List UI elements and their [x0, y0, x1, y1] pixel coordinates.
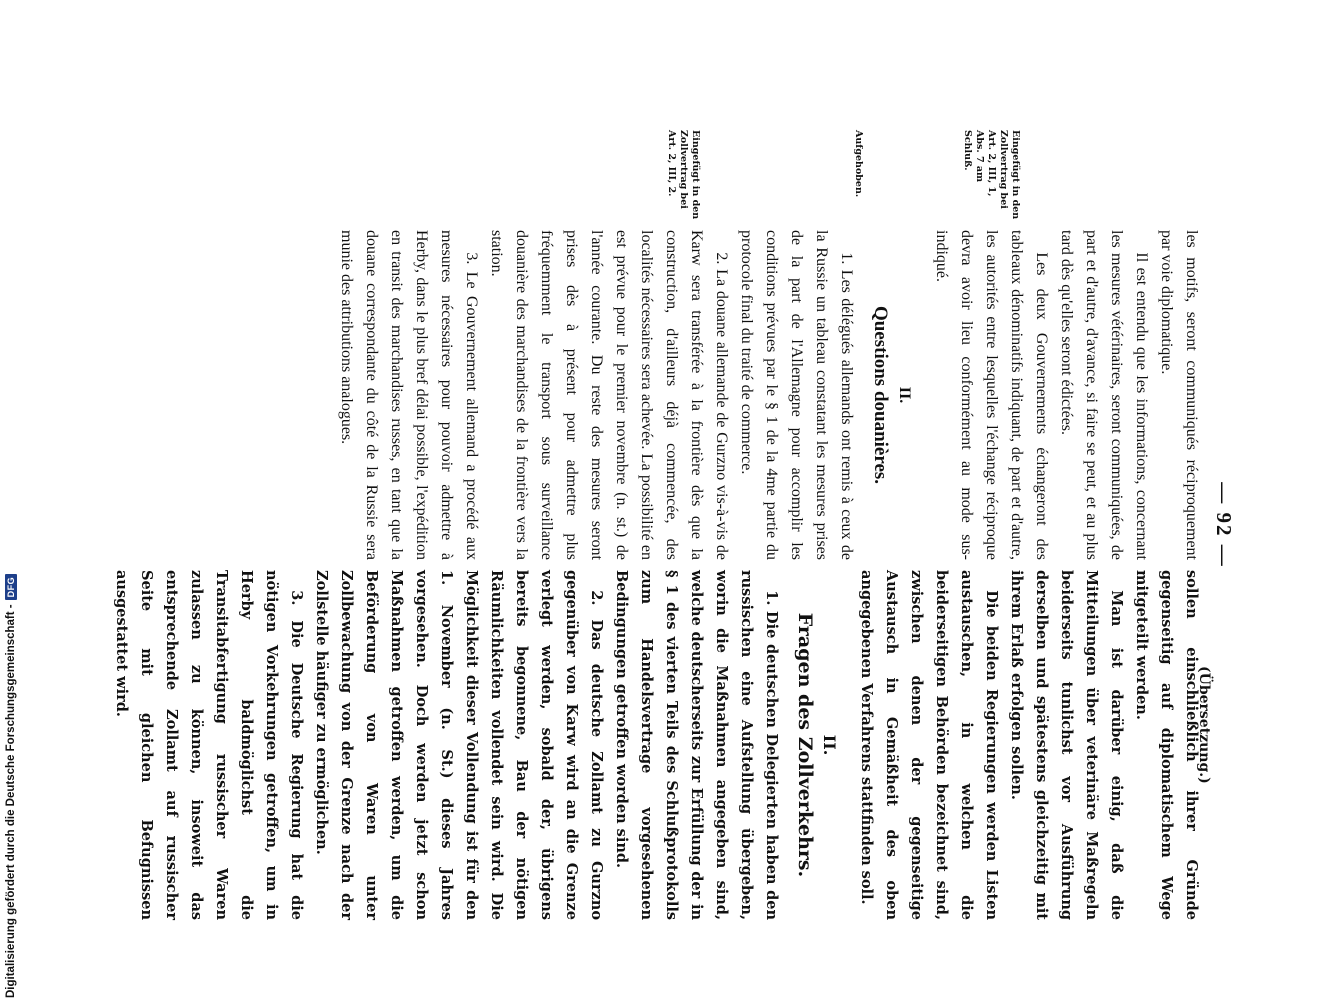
- french-paragraph: Il est entendu que les informations, concernant les mesures vétérinaires, seront communiquées, de part et d'autre, d'avance, si faire se peut, et au plus tard dès qu'elles seront édictées.: [1058, 230, 1150, 560]
- footer-text: Digitalisierung gefördert durch die Deutsche Forschungsgemeinschaft -: [5, 604, 17, 998]
- digitization-footer: [2, 2, 20, 998]
- translation-label: (Übersetzung.): [1196, 666, 1212, 784]
- margin-note-repealed: Aufgehoben.: [853, 130, 864, 198]
- german-section-title: Fragen des Zollverkehrs.: [794, 612, 816, 878]
- german-paragraph: sollen einschließlich ihrer Gründe gegenseitig auf diplomatischem Wege mitgeteilt werden.: [1133, 570, 1200, 920]
- german-paragraph: 2. Das deutsche Zollamt zu Gurzno gegenüber von Karw wird an die Grenze verlegt werden, sobald der, übrigens bereits begonnene, Bau der nötigen Räumlichkeiten vollendet sein wird. Die Möglichkeit dieser Vollendung ist für den 1. November (n. St.) dieses Jahres vorgesehen. Doch werden jetzt schon Maßnahmen getroffen werden, um die Beförderung von Waren unter Zollbewachung von der Grenze nach der Zollstelle häufiger zu ermöglichen.: [313, 570, 605, 920]
- french-section-number: II.: [896, 386, 913, 404]
- german-section-number: II.: [820, 734, 839, 756]
- margin-note-inserted-1: Eingefügt in den Zollvertrag bei Art. 2, III, 1, Abs. 7 am Schluß.: [962, 130, 1021, 220]
- french-paragraph: Les deux Gouvernements échangeront des tableaux dénominatifs indiquant, de part et d'autre, les autorités entre lesquelles l'échange réciproque devra avoir lieu conformément au mode sus-indiqué.: [933, 230, 1050, 560]
- document-page: [113, 130, 1236, 990]
- dfg-logo-icon: DFG: [5, 574, 17, 601]
- french-section-title: Questions douanières.: [870, 305, 891, 485]
- margin-note-inserted-2: Eingefügt in den Zollvertrag bei Art. 2, III, 2.: [666, 130, 701, 220]
- german-column: [109, 570, 1204, 920]
- german-paragraph: Man ist darüber einig, daß die Mitteilungen über veterinäre Maßregeln beiderseits tunlichst vor Ausführung derselben und spätestens gleichzeitig mit ihrem Erlaß erfolgen sollen.: [1008, 570, 1125, 920]
- french-paragraph: les motifs, seront communiqués réciproquement par voie diplomatique.: [1158, 230, 1200, 560]
- french-column: [334, 230, 1204, 560]
- german-paragraph: 3. Die Deutsche Regierung hat die nötigen Vorkehrungen getroffen, um in Herby baldmöglichst die Transitabfertigung russischer Waren zulassen zu können, insoweit das entsprechende Zollamt auf russischer Seite mit gleichen Befugnissen ausgestattet wird.: [113, 570, 305, 920]
- french-paragraph: 2. La douane allemande de Gurzno vis-à-vis de Karw sera transférée à la frontière dès que la construction, d'ailleurs déjà commencée, des localités nécessaires sera achevée. La possibilité en est prévue pour le premier novembre (n. st.) de l'année courante. Du reste des mesures seront prises dès à présent pour admettre plus fréquemment le transport sous surveillance douanière des marchandises de la frontière vers la station.: [488, 230, 730, 560]
- french-paragraph: 1. Les délégués allemands ont remis à ceux de la Russie un tableau constatant les mesures prises de la part de l'Allemagne pour accomplir les conditions prévues par le § 1 de la 4me partie du protocole final du traité de commerce.: [738, 230, 855, 560]
- french-paragraph: 3. Le Gouvernement allemand a procédé aux mesures nécessaires pour pouvoir admettre à Herby, dans le plus bref délai possible, l'expédition en transit des marchandises russes, en tant que la douane correspondante du côté de la Russie sera munie des attributions analogues.: [338, 230, 480, 560]
- german-paragraph: 1. Die deutschen Delegierten haben den russischen eine Aufstellung übergeben, worin die Maßnahmen angegeben sind, welche deutscherseits zur Erfüllung der in § 1 des vierten Teils des Schlußprotokolls zum Handelsvertrage vorgesehenen Bedingungen getroffen worden sind.: [613, 570, 780, 920]
- page-number: — 92 —: [1212, 482, 1236, 568]
- german-paragraph: Die beiden Regierungen werden Listen austauschen, in welchen die beiderseitigen Behörden bezeichnet sind, zwischen denen der gegenseitige Austausch in Gemäßheit des oben angegebenen Verfahrens stattfinden soll.: [858, 570, 1000, 920]
